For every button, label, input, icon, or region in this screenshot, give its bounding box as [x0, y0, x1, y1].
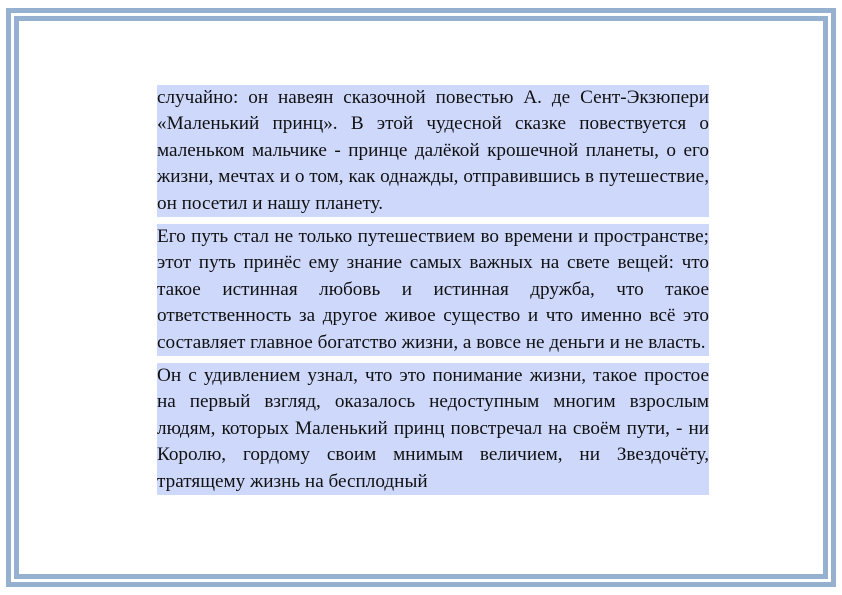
paragraph-3: Он с удивлением узнал, что это понимание жизни, такое простое на первый взгляд, оказалось недоступным многим взрослым людям, которых Маленький принц повстречал на своём пути, - ни Королю, гордому своим мнимым величием, ни Звездочёту, тратящему жизнь на бесплодный [157, 363, 709, 495]
slide-text-block [157, 85, 709, 495]
paragraph-2: Его путь стал не только путешествием во времени и пространстве; этот путь принёс ему знание самых важных на свете вещей: что такое истинная любовь и истинная дружба, что такое ответственность за другое живое существо и что именно всё это составляет главное богатство жизни, а вовсе не деньги и не власть. [157, 224, 709, 356]
paragraph-1: случайно: он навеян сказочной повестью А. де Сент-Экзюпери «Маленький принц». В этой чудесной сказке повествуется о маленьком мальчике - принце далёкой крошечной планеты, о его жизни, мечтах и о том, как однажды, отправившись в путешествие, он посетил и нашу планету. [157, 85, 709, 217]
